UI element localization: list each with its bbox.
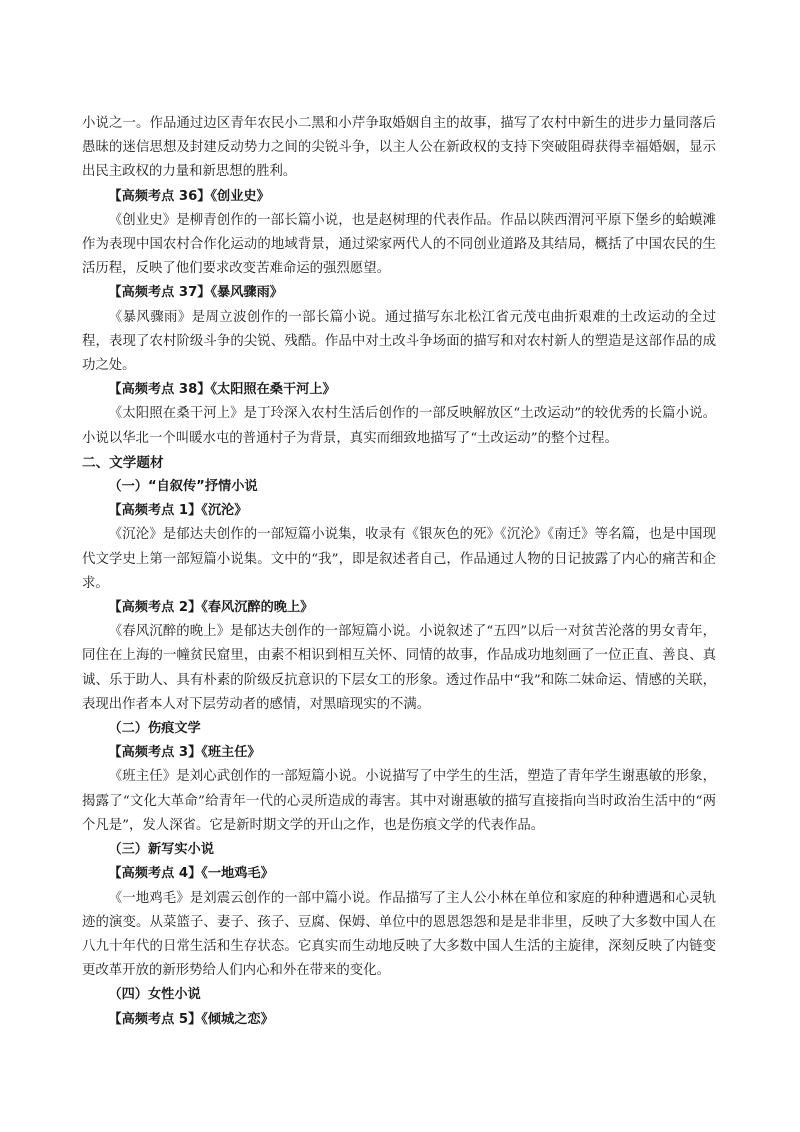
- keypoint-heading-3: 【高频考点 3】《班主任》: [108, 745, 261, 761]
- subsection-heading-1: （一）“自叙传”抒情小说: [108, 479, 258, 495]
- paragraph-baofengzhouyu: 《暴风骤雨》是周立波创作的一部长篇小说。通过描写东北松江省元茂屯曲折艰难的土改运动的全过程，表现了农村阶级斗争的尖锐、残酷。作品中对土改斗争场面的描写和对农村新人的塑造是这部作品的成功之处。: [82, 309, 716, 374]
- paragraph-continued: 小说之一。作品通过边区青年农民小二黑和小芹争取婚姻自主的故事，描写了农村中新生的进步力量同落后愚昧的迷信思想及封建反动势力之间的尖锐斗争，以主人公在新政权的支持下突破阻碍获得幸福婚姻，显示出民主政权的力量和新思想的胜利。: [82, 116, 716, 180]
- section-heading-literary-themes: 二、文学题材: [82, 454, 164, 471]
- keypoint-heading-4: 【高频考点 4】《一地鸡毛》: [108, 866, 274, 882]
- keypoint-heading-5: 【高频考点 5】《倾城之恋》: [108, 1011, 274, 1027]
- paragraph-banzhuren: 《班主任》是刘心武创作的一部短篇小说。小说描写了中学生的生活，塑造了青年学生谢惠敏的形象，揭露了“文化大革命”给青年一代的心灵所造成的毒害。其中对谢惠敏的描写直接指向当时政治生活中的“两个凡是”，发人深省。它是新时期文学的开山之作，也是伤痕文学的代表作品。: [82, 769, 716, 833]
- keypoint-heading-36: 【高频考点 36】《创业史》: [108, 188, 270, 204]
- paragraph-chunfeng: 《春风沉醉的晚上》是郁达夫创作的一部短篇小说。小说叙述了“五四”以后一对贫苦沦落的男女青年，同住在上海的一幢贫民窟里，由素不相识到相互关怀、同情的故事，作品成功地刻画了一位正直、善良、真诚、乐于助人、具有朴素的阶级反抗意识的下层女工的形象。透过作品中“我”和陈二妹命运、情感的关联，表现出作者本人对下层劳动者的感情，对黑暗现实的不满。: [82, 624, 716, 712]
- paragraph-yidijimao: 《一地鸡毛》是刘震云创作的一部中篇小说。作品描写了主人公小林在单位和家庭的种种遭遇和心灵轨迹的演变。从菜篮子、妻子、孩子、豆腐、保姆、单位中的恩恩怨怨和是是非非里，反映了大多数中国人在八九十年代的日常生活和生存状态。它真实而生动地反映了大多数中国人生活的主旋律，深刻反映了内链变更改革开放的新形势给人们内心和外在带来的变化。: [82, 890, 716, 979]
- keypoint-heading-2: 【高频考点 2】《春风沉醉的晚上》: [108, 600, 314, 616]
- subsection-heading-2: （二）伤痕文学: [108, 721, 201, 737]
- paragraph-chenlun: 《沉沦》是郁达夫创作的一部短篇小说集，收录有《银灰色的死》《沉沦》《南迁》等名篇，也是中国现代文学史上第一部短篇小说集。文中的“我”，即是叙述者自己，作品通过人物的日记披露了内心的痛苦和企求。: [82, 527, 716, 591]
- subsection-heading-3: （三）新写实小说: [108, 842, 214, 858]
- paragraph-taiyang: 《太阳照在桑干河上》是丁玲深入农村生活后创作的一部反映解放区“土改运动”的较优秀的长篇小说。小说以华北一个叫暖水屯的普通村子为背景，真实而细致地描写了“土改运动”的整个过程。: [82, 406, 716, 446]
- paragraph-chuangyeshi: 《创业史》是柳青创作的一部长篇小说，也是赵树理的代表作品。作品以陕西渭河平原下堡乡的蛤蟆滩作为表现中国农村合作化运动的地域背景，通过梁家两代人的不同创业道路及其结局，概括了中国农民的生活历程，反映了他们要求改变苦难命运的强烈愿望。: [82, 212, 716, 277]
- keypoint-heading-37: 【高频考点 37】《暴风骤雨》: [108, 285, 283, 301]
- document-content: [82, 112, 716, 1032]
- keypoint-heading-38: 【高频考点 38】《太阳照在桑干河上》: [108, 382, 336, 398]
- keypoint-heading-1: 【高频考点 1】《沉沦》: [108, 503, 248, 519]
- subsection-heading-4: （四）女性小说: [108, 987, 201, 1003]
